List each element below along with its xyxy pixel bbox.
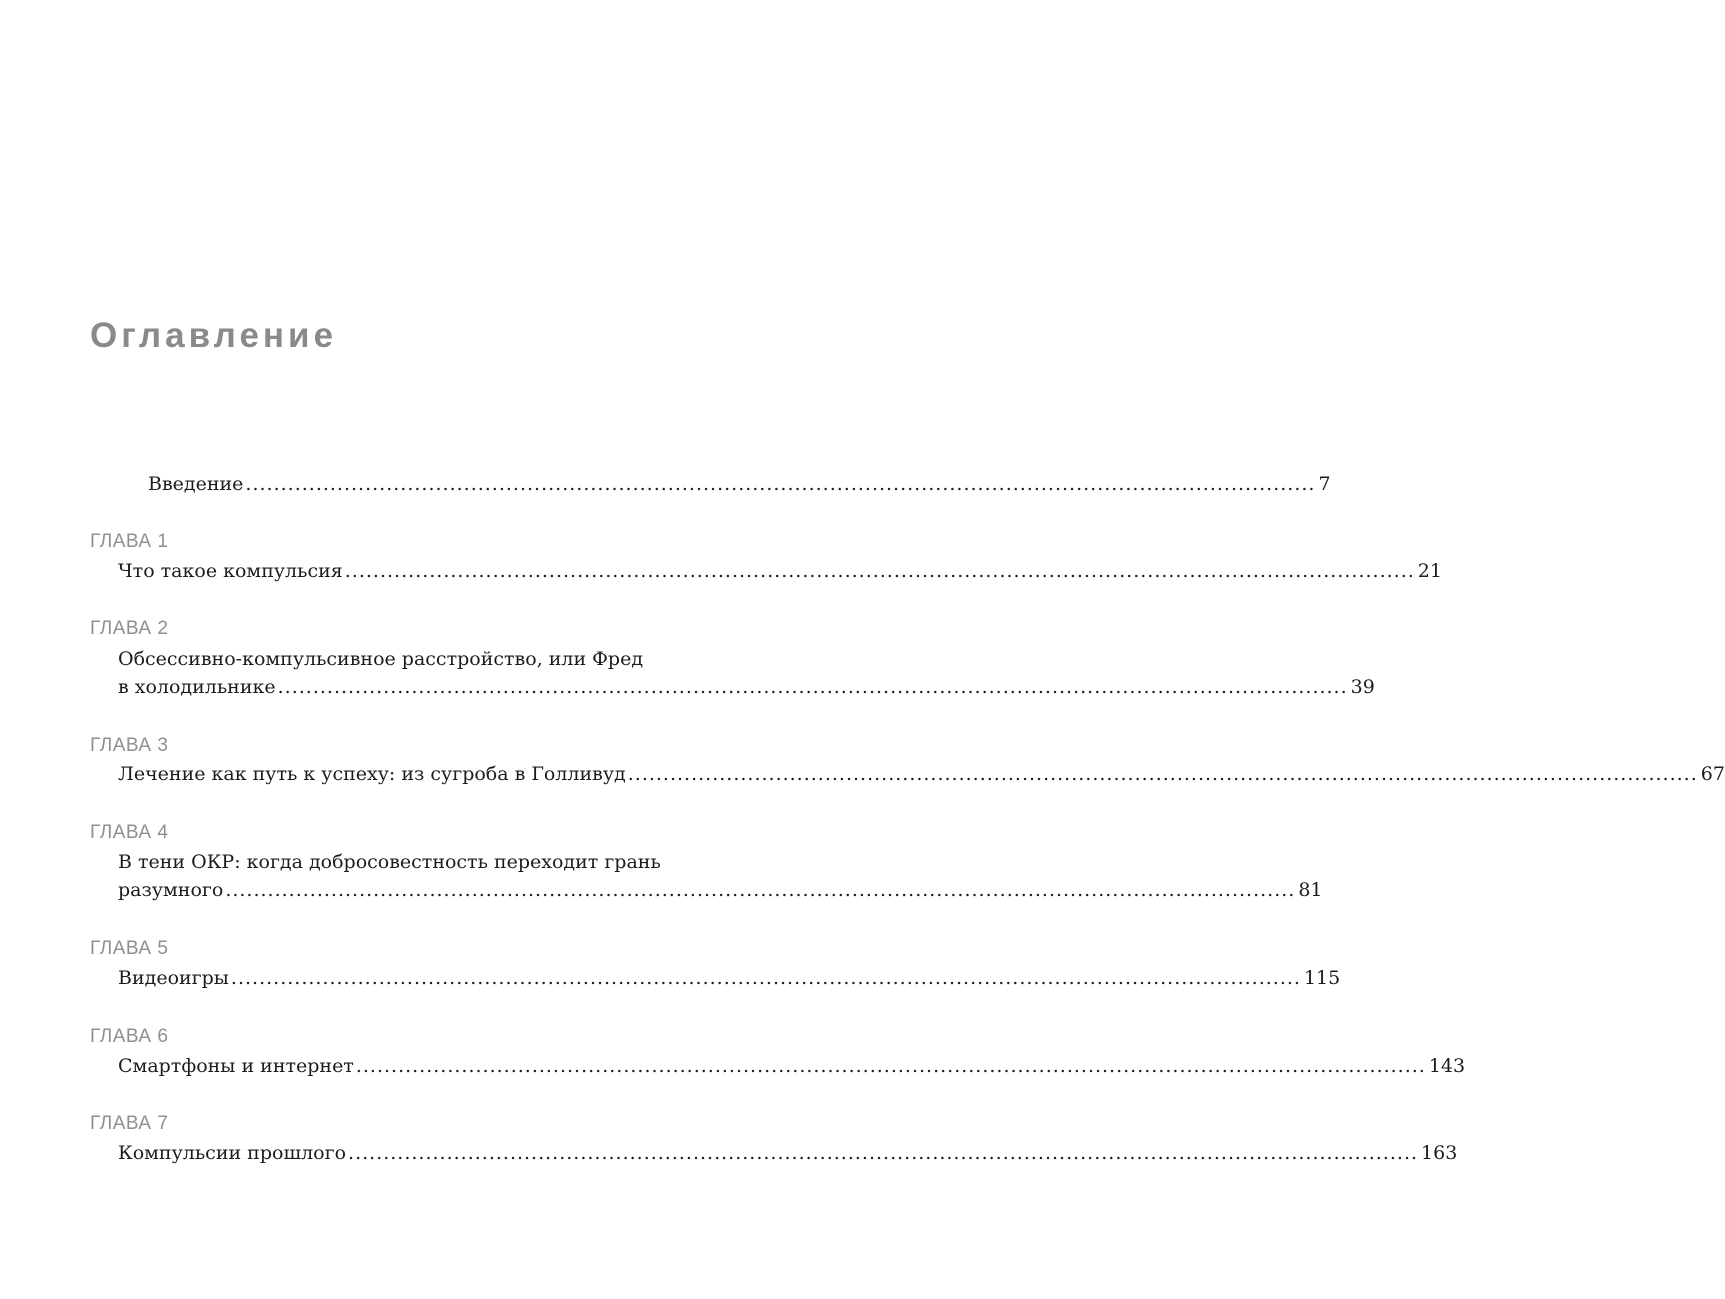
dot-leader: ........................................................................................................................................................ (355, 1055, 1426, 1077)
chapter-label-1: ГЛАВА 1 (90, 531, 169, 552)
toc-entry-chapter-4 (118, 848, 1323, 904)
chapter-label-4: ГЛАВА 4 (90, 822, 169, 843)
toc-entry-line (118, 557, 1442, 585)
toc-entry-title: Смартфоны и интернет (118, 1055, 354, 1077)
toc-page-number: 143 (1428, 1055, 1466, 1077)
toc-entry-chapter-6 (118, 1052, 1466, 1080)
dot-leader: ........................................................................................................................................................ (348, 1142, 1419, 1164)
toc-entry-title: Обсессивно-компульсивное расстройство, или Фред (118, 648, 644, 670)
toc-page-number: 39 (1350, 676, 1375, 698)
dot-leader: ........................................................................................................................................................ (245, 473, 1316, 495)
toc-page-number: 115 (1303, 967, 1341, 989)
toc-page-number: 67 (1700, 763, 1725, 785)
dot-leader: ........................................................................................................................................................ (344, 560, 1415, 582)
toc-entry-title: Лечение как путь к успеху: из сугроба в Голливуд (118, 763, 626, 785)
toc-entry-title: Что такое компульсия (118, 560, 343, 582)
toc-entry-line (118, 645, 710, 673)
chapter-label-6: ГЛАВА 6 (90, 1026, 169, 1047)
toc-entry-chapter-7 (118, 1139, 1458, 1167)
chapter-label-5: ГЛАВА 5 (90, 938, 169, 959)
toc-page-number: 21 (1417, 560, 1442, 582)
toc-entry-intro (148, 470, 1331, 498)
toc-entry-chapter-5 (118, 964, 1341, 992)
chapter-label-3: ГЛАВА 3 (90, 735, 169, 756)
toc-entry-line (118, 673, 1375, 701)
toc-entry-line (118, 876, 1323, 904)
dot-leader: ........................................................................................................................................................ (627, 763, 1698, 785)
dot-leader: ........................................................................................................................................................ (230, 967, 1301, 989)
toc-entry-chapter-3 (118, 760, 1725, 788)
toc-page-number: 81 (1298, 879, 1323, 901)
toc-entry-line (118, 1052, 1466, 1080)
toc-entry-chapter-1 (118, 557, 1442, 585)
toc-entry-title: Компульсии прошлого (118, 1142, 347, 1164)
page-title: Оглавление (90, 316, 338, 355)
toc-entry-title: В тени ОКР: когда добросовестность переходит грань (118, 851, 661, 873)
toc-entry-line (118, 964, 1341, 992)
chapter-label-7: ГЛАВА 7 (90, 1113, 169, 1134)
toc-entry-line (118, 848, 710, 876)
dot-leader: ........................................................................................................................................................ (277, 676, 1348, 698)
toc-entry-title-continued: в холодильнике (118, 676, 276, 698)
toc-entry-title: Видеоигры (118, 967, 229, 989)
toc-page-number: 163 (1421, 1142, 1458, 1164)
toc-entry-title: Введение (148, 473, 244, 495)
dot-leader: ........................................................................................................................................................ (225, 879, 1296, 901)
toc-entry-line (118, 760, 1725, 788)
toc-entry-line (118, 1139, 1458, 1167)
chapter-label-2: ГЛАВА 2 (90, 618, 169, 639)
toc-page-number: 7 (1318, 473, 1331, 495)
toc-entry-line (148, 470, 1331, 498)
toc-entry-chapter-2 (118, 645, 1375, 701)
toc-entry-title-continued: разумного (118, 879, 224, 901)
